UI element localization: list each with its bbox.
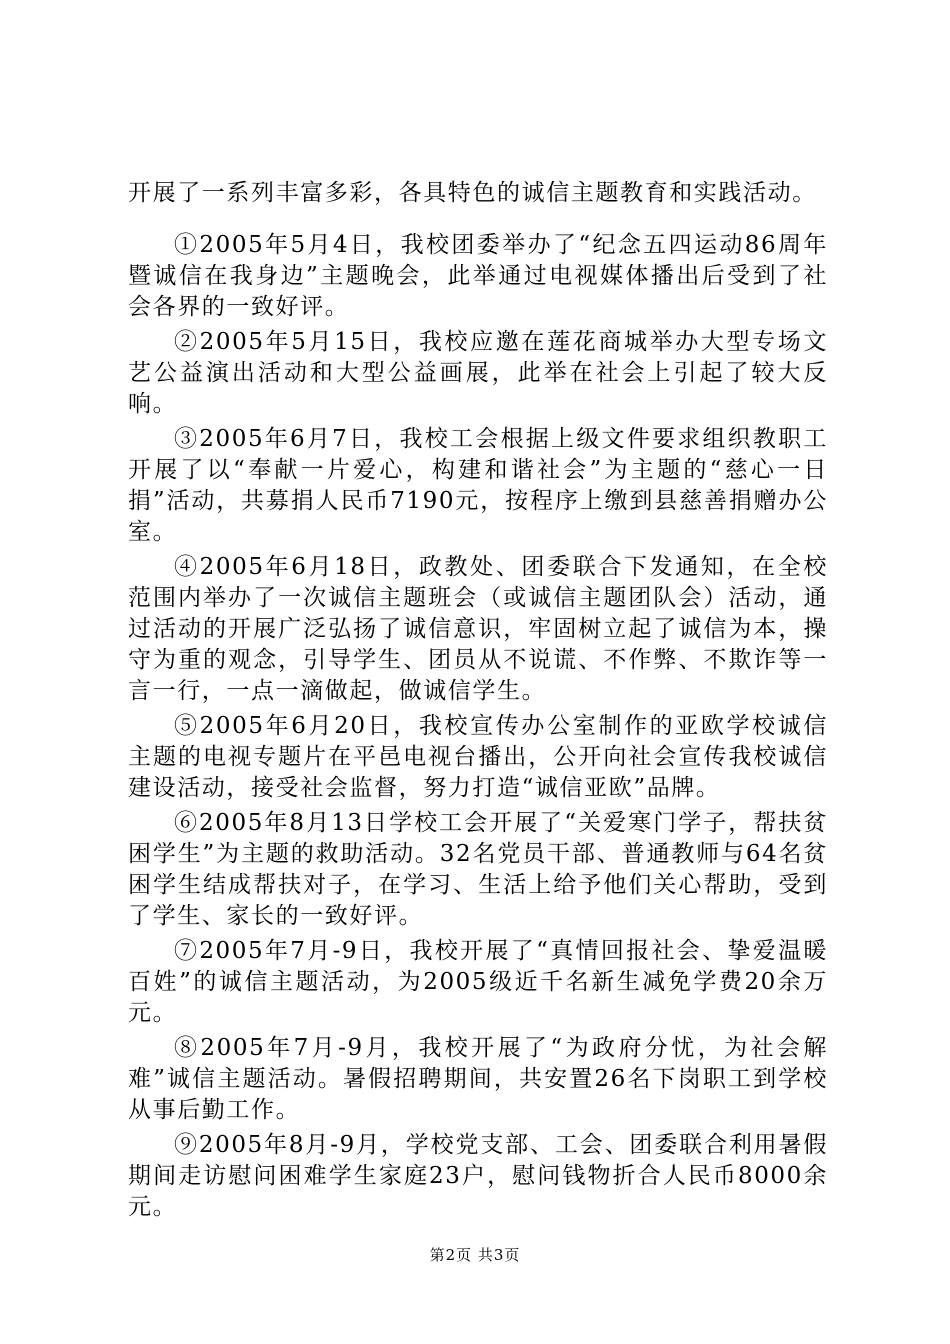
activity-item-7: ⑦2005年7月-9日，我校开展了“真情回报社会、挚爱温暖百姓”的诚信主题活动，为2005级近千名新生减免学费20余万元。 (128, 938, 828, 1026)
page-footer: 第2页 共3页 (429, 1246, 521, 1264)
activity-item-5: ⑤2005年6月20日，我校宣传办公室制作的亚欧学校诚信主题的电视专题片在平邑电视台播出，公开向社会宣传我校诚信建设活动，接受社会监督，努力打造“诚信亚欧”品牌。 (128, 713, 828, 801)
activity-item-1: ①2005年5月4日，我校团委举办了“纪念五四运动86周年暨诚信在我身边”主题晚会，此举通过电视媒体播出后受到了社会各界的一致好评。 (128, 232, 828, 320)
activity-list (128, 230, 828, 1227)
activity-item-3: ③2005年6月7日，我校工会根据上级文件要求组织教职工开展了以“奉献一片爱心，构建和谐社会”为主题的“慈心一日捐”活动，共募捐人民币7190元，按程序上缴到县慈善捐赠办公室。 (128, 426, 828, 545)
activity-item-6: ⑥2005年8月13日学校工会开展了“关爱寒门学子，帮扶贫困学生”为主题的救助活动。32名党员干部、普通教师与64名贫困学生结成帮扶对子，在学习、生活上给予他们关心帮助，受到了学生、家长的一致好评。 (128, 810, 828, 929)
activity-item-9: ⑨2005年8月-9月，学校党支部、工会、团委联合利用暑假期间走访慰问困难学生家庭23户，慰问钱物折合人民币8000余元。 (128, 1132, 828, 1220)
activity-item-4: ④2005年6月18日，政教处、团委联合下发通知，在全校范围内举办了一次诚信主题班会（或诚信主题团队会）活动，通过活动的开展广泛弘扬了诚信意识，牢固树立起了诚信为本，操守为重的观念，引导学生、团员从不说谎、不作弊、不欺诈等一言一行，一点一滴做起，做诚信学生。 (128, 554, 828, 704)
activity-item-8: ⑧2005年7月-9月，我校开展了“为政府分忧，为社会解难”诚信主题活动。暑假招聘期间，共安置26名下岗职工到学校从事后勤工作。 (128, 1035, 828, 1123)
activity-item-2: ②2005年5月15日，我校应邀在莲花商城举办大型专场文艺公益演出活动和大型公益画展，此举在社会上引起了较大反响。 (128, 329, 828, 417)
intro-paragraph: 开展了一系列丰富多彩，各具特色的诚信主题教育和实践活动。 (128, 180, 817, 206)
